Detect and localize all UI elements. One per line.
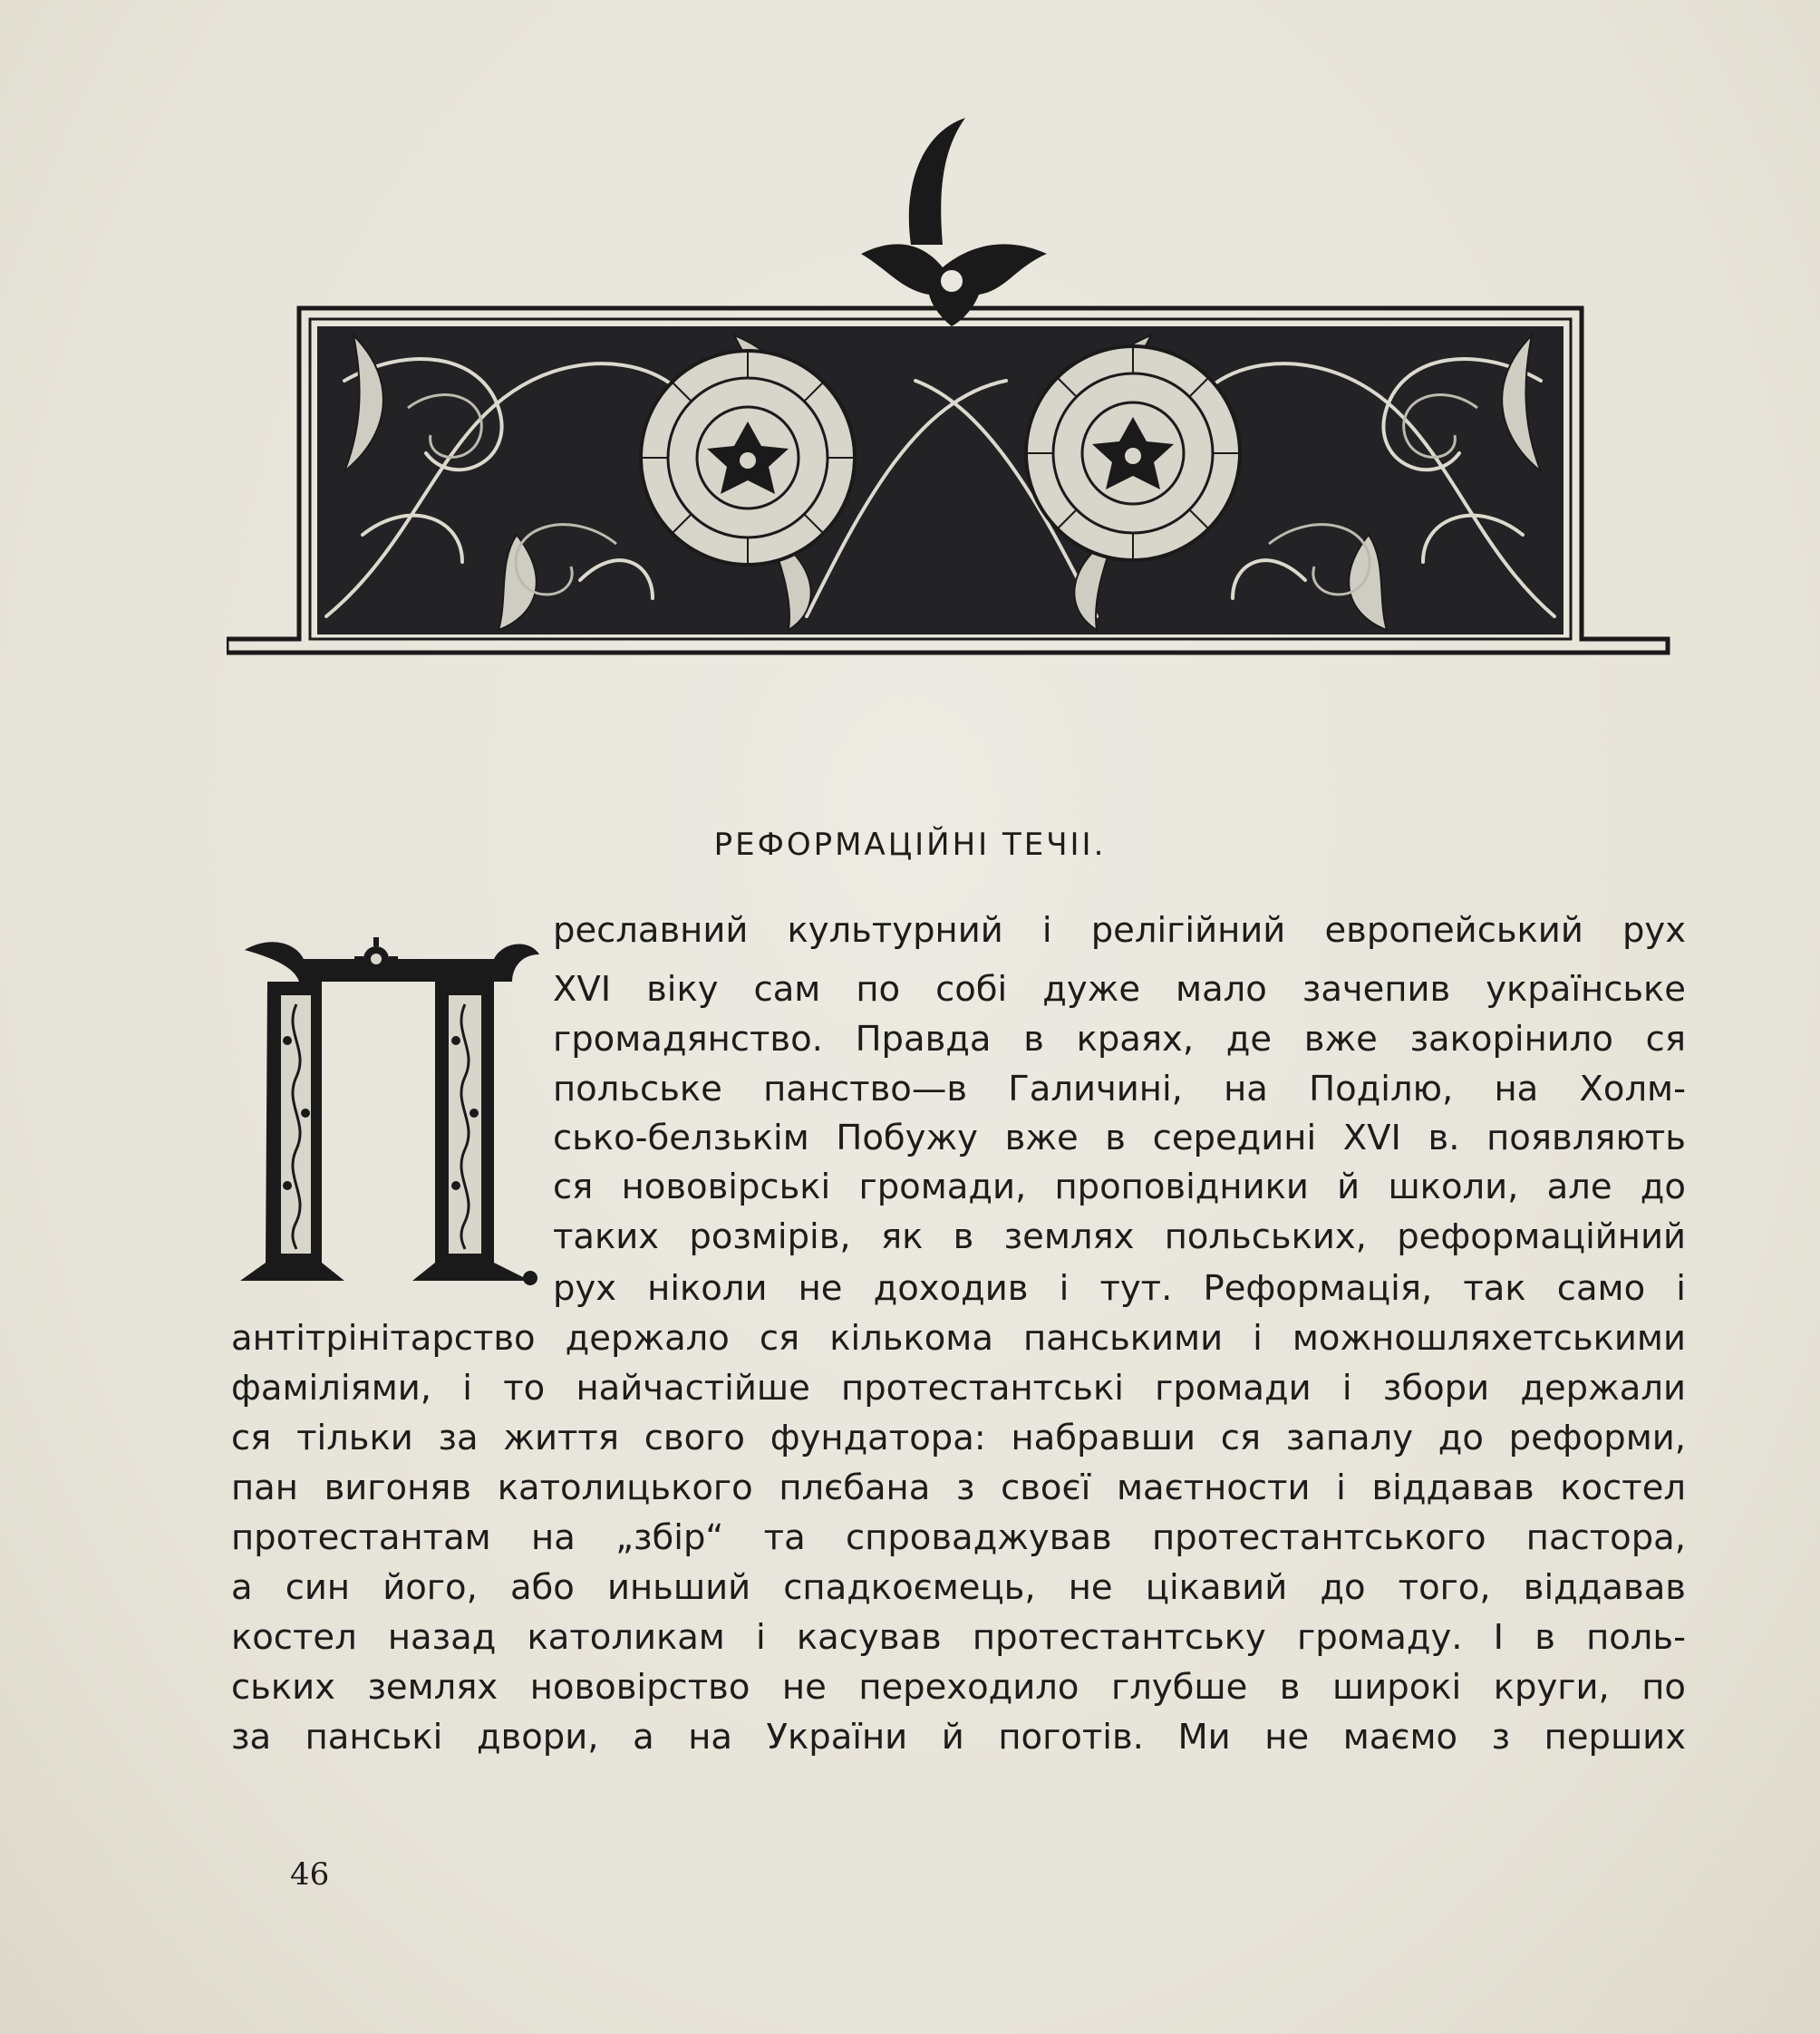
text-line: громадянство. Правда в краях, де вже закорінило ся	[553, 1019, 1686, 1060]
text-line: антітрінітарство держало ся кількома панськими і можношляхетськими	[231, 1318, 1686, 1359]
text-line: костел назад католикам і касував протестантську громаду. І в поль-	[231, 1617, 1686, 1658]
text-line: ся нововірські громади, проповідники й школи, але до	[553, 1167, 1686, 1207]
text-line: реславний культурний і релігійний европейський рух	[553, 910, 1686, 951]
ornamental-drop-cap	[231, 932, 544, 1290]
text-line: ських землях нововірство не переходило глубше в широкі круги, по	[231, 1667, 1686, 1708]
text-line: за панські двори, а на України й поготів. Ми не маємо з перших	[231, 1717, 1686, 1758]
text-line: а син його, або иньший спадкоємець, не цікавий до того, віддавав	[231, 1567, 1686, 1608]
chapter-title: РЕФОРМАЦІЙНІ ТЕЧІІ.	[713, 827, 1107, 863]
text-line: XVI віку сам по собі дуже мало зачепив українське	[553, 969, 1686, 1010]
text-line: сько-белзькім Побужу вже в середині XVI в. появляють	[553, 1118, 1686, 1158]
text-line: таких розмірів, як в землях польських, реформаційний	[553, 1216, 1686, 1257]
text-line: польське панство—в Галичині, на Поділю, на Холм-	[553, 1069, 1686, 1109]
text-line: фаміліями, і то найчастійше протестантські громади і збори держали	[231, 1368, 1686, 1409]
text-line: рух ніколи не доходив і тут. Реформація, так само і	[553, 1268, 1686, 1309]
ornamental-headpiece	[227, 109, 1677, 689]
text-line: ся тільки за життя свого фундатора: набравши ся запалу до реформи,	[231, 1418, 1686, 1458]
page-number: 46	[290, 1856, 330, 1893]
text-line: пан вигоняв католицького плєбана з своєї маєтности і віддавав костел	[231, 1467, 1686, 1508]
text-line: протестантам на „збір“ та спроваджував протестантського пастора,	[231, 1517, 1686, 1558]
